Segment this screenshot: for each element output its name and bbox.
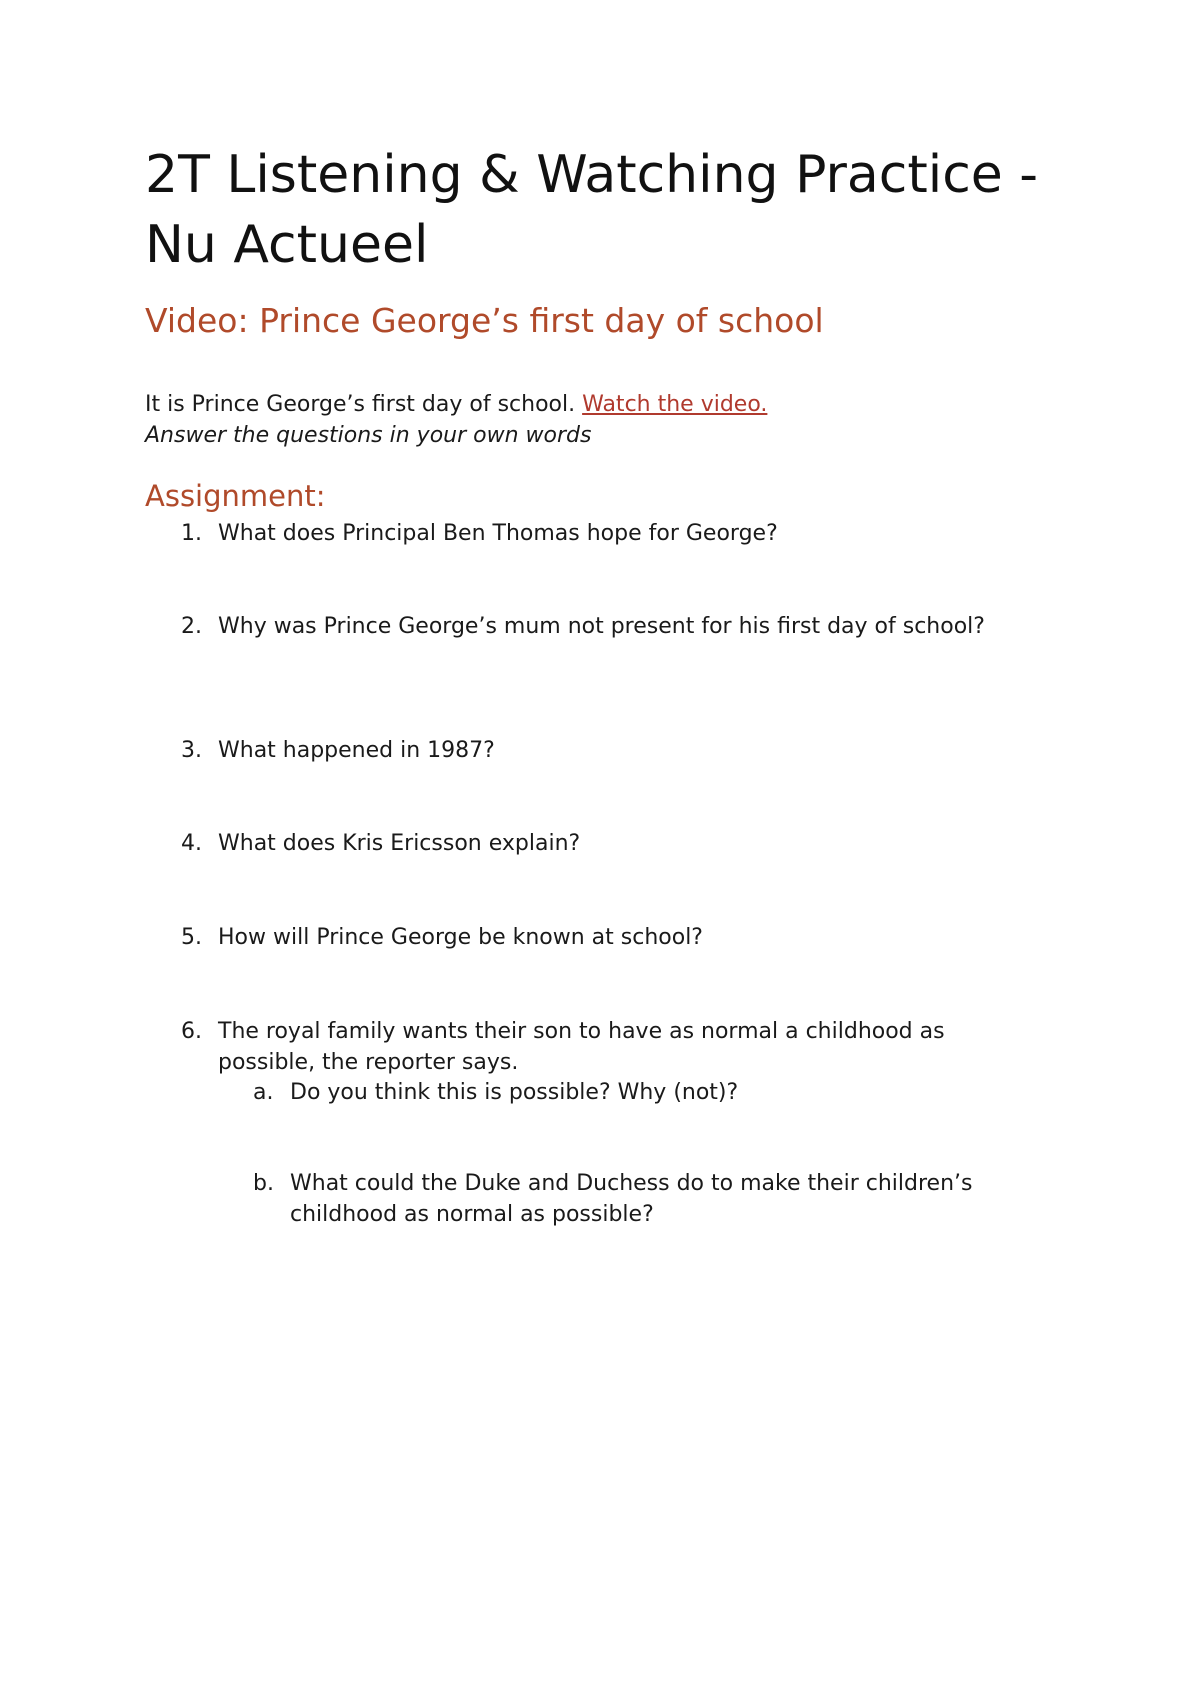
question-number: 2. [181, 614, 202, 639]
question-text: What does Kris Ericsson explain? [218, 831, 581, 856]
question-number: 4. [181, 831, 202, 856]
subquestion-letter: a. [253, 1080, 274, 1105]
instruction-text: Answer the questions in your own words [145, 423, 592, 448]
question-text: What happened in 1987? [218, 738, 495, 763]
intro-text: It is Prince George’s first day of school. [145, 392, 576, 417]
instruction-line [145, 420, 1045, 451]
intro-block [145, 389, 1045, 451]
question-number: 3. [181, 738, 202, 763]
question-number: 5. [181, 925, 202, 950]
document-title: 2T Listening & Watching Practice - Nu Actueel [145, 145, 1039, 275]
question-text: What does Principal Ben Thomas hope for George? [218, 521, 778, 546]
question-text: The royal family wants their son to have as normal a childhood as possible, the reporter says. [218, 1019, 945, 1075]
question-number: 1. [181, 521, 202, 546]
subquestion-letter: b. [253, 1171, 274, 1196]
video-subtitle: Video: Prince George’s first day of school [145, 301, 824, 340]
question-number: 6. [181, 1019, 202, 1044]
subquestion-text: Do you think this is possible? Why (not)? [290, 1080, 739, 1105]
subquestion-text: What could the Duke and Duchess do to make their children’s childhood as normal as possible? [290, 1171, 973, 1227]
watch-video-link[interactable]: Watch the video. [582, 392, 768, 417]
intro-line [145, 389, 1045, 420]
assignment-heading: Assignment: [145, 479, 326, 513]
question-text: How will Prince George be known at school? [218, 925, 703, 950]
question-text: Why was Prince George’s mum not present for his first day of school? [218, 614, 985, 639]
